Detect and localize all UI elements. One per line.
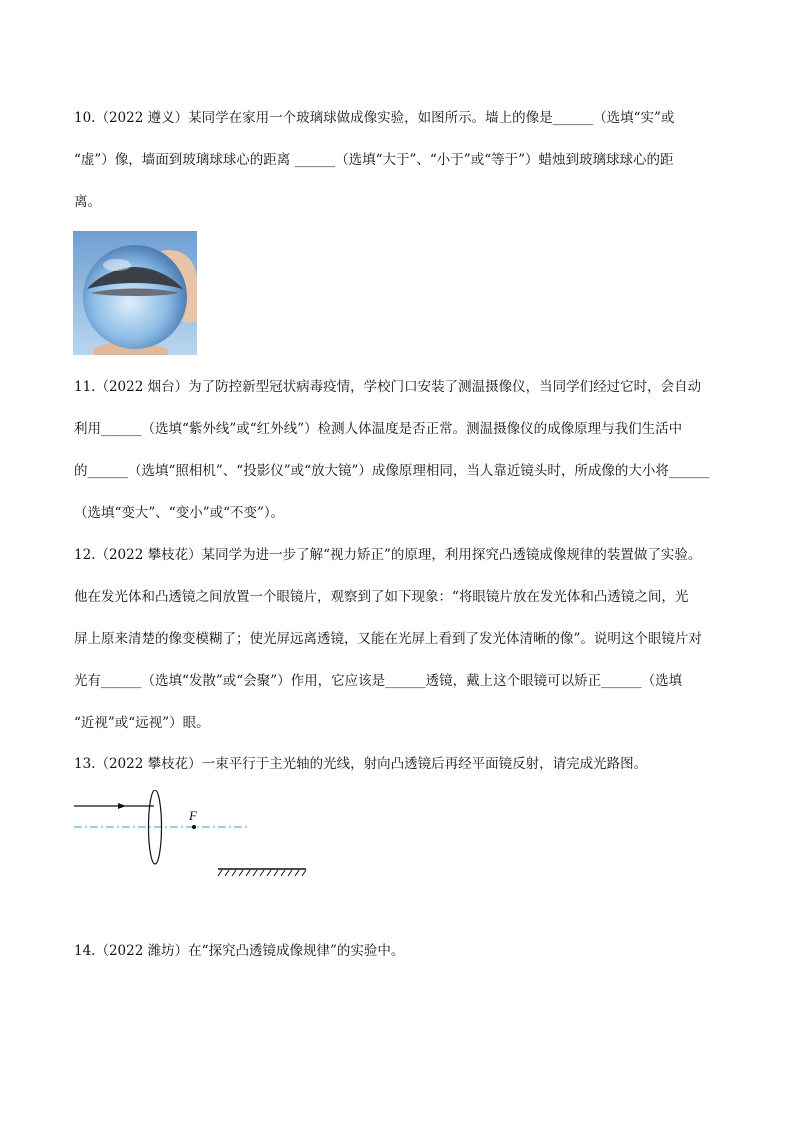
q13-line-1: 13.（2022 攀枝花）一束平行于主光轴的光线，射向凸透镜后再经平面镜反射，请完成光路图。 (74, 756, 648, 772)
q11-line-2: 利用______（选填“紫外线”或“红外线”）检测人体温度是否正常。测温摄像仪的成像原理与我们生活中 (74, 421, 683, 437)
focal-point (192, 825, 196, 829)
q11-line-3: 的______（选填“照相机”、“投影仪”或“放大镜”）成像原理相同，当人靠近镜头时，所成像的大小将______ (74, 463, 710, 479)
q12-line-1: 12.（2022 攀枝花）某同学为进一步了解“视力矫正”的原理，利用探究凸透镜成像规律的装置做了实验。 (74, 547, 702, 563)
q12-line-3: 屏上原来清楚的像变模糊了；使光屏远离透镜，又能在光屏上看到了发光体清晰的像”。说明这个眼镜片对 (74, 631, 702, 647)
q12-line-4: 光有______（选填“发散”或“会聚”）作用，它应该是______透镜，戴上这个眼镜可以矫正______（选填 (74, 673, 683, 689)
q12-line-5: “近视”或“远视”）眼。 (74, 715, 210, 731)
mirror-hatching (218, 870, 306, 876)
q11-line-1: 11.（2022 烟台）为了防控新型冠状病毒疫情，学校门口安装了测温摄像仪，当同学们经过它时，会自动 (74, 379, 702, 395)
q12-line-2: 他在发光体和凸透镜之间放置一个眼镜片，观察到了如下现象：“将眼镜片放在发光体和凸透镜之间，光 (74, 589, 689, 605)
lens-diagram (70, 790, 320, 880)
q14-line-1: 14.（2022 潍坊）在“探究凸透镜成像规律”的实验中。 (74, 943, 405, 959)
q10-line-1: 10.（2022 遵义）某同学在家用一个玻璃球做成像实验，如图所示。墙上的像是______（选填“实”或 (74, 110, 675, 126)
q11-line-4: （选填“变大”、“变小”或“不变”）。 (74, 505, 285, 521)
glass-ball-photo (73, 231, 197, 355)
focus-label: F (189, 808, 197, 823)
ray-arrowhead (118, 803, 126, 809)
q10-line-2: “虚”）像，墙面到玻璃球球心的距离 ______（选填“大于”、“小于”或“等于”）蜡烛到玻璃球球心的距 (74, 152, 674, 168)
q10-line-3: 离。 (74, 194, 101, 210)
